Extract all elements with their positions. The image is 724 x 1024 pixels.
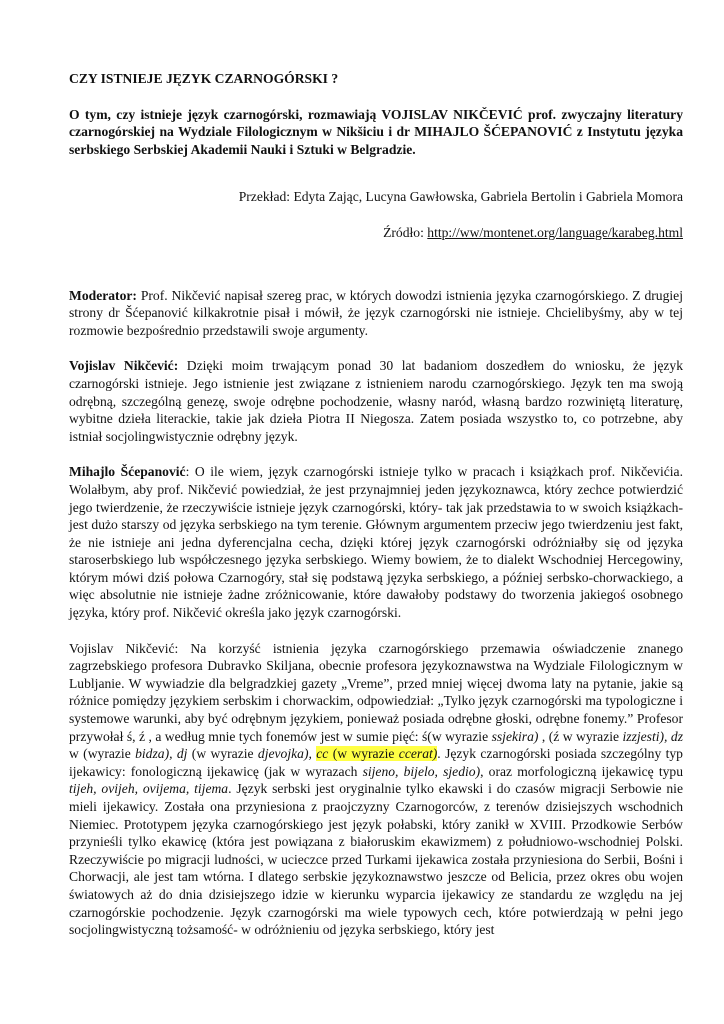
highlight-italic-1: cc	[316, 746, 329, 762]
moderator-text: Prof. Nikčević napisał szereg prac, w których dowodzi istnienia języka czarnogórskiego. Z drugiej strony dr Šćepanović kilkakrotnie pisał i mówił, że język czarnogórski nie istnieje. Chcielibyśmy, aby w tej rozmowie bezpośrednio przedstawili swoje argumenty.	[69, 287, 683, 338]
document-page	[69, 62, 683, 939]
translation-credit: Przekład: Edyta Zając, Lucyna Gawłowska, Gabriela Bertolin i Gabriela Momora	[238, 189, 683, 205]
source-link[interactable]: http://ww/montenet.org/language/karabeg.html	[427, 224, 683, 240]
reply-italic-h: djevojka),	[257, 746, 317, 762]
nikcevic-paragraph	[69, 357, 683, 445]
source-label: Źródło:	[383, 224, 428, 240]
scepanovic-paragraph	[69, 463, 683, 621]
reply-text-c: , (ź w wyrazie	[538, 728, 623, 744]
reply-italic-f: bidza), dj	[135, 746, 188, 762]
speaker-moderator: Moderator:	[69, 287, 137, 303]
document-title: CZY ISTNIEJE JĘZYK CZARNOGÓRSKI ?	[69, 71, 339, 86]
reply-text-m: . Język serbski jest oryginalnie tylko ekawski i do czasów migracji Serbowie nie mieli ijekawicy. Została ona przyniesiona z praojczyzny Czarnogorców, z terenów dzisiejszych wschodnich Niemiec. Prototypem języka czarnogórskiego jest język połabski, który zanikł w XVIII. Przodkowie Serbów przynieśli tylko ekawicę (która jest powiązana z białoruskim ekawizmem) z południowo-wschodniej Polski. Rzeczywiście po migracji ludności, w ucieczce przed Turkami ijekawica została przyniesiona do Serbii, Bośni i Chorwacji, ale jest tam wtórna. I dlatego serbskie językoznawstwo jeszcze od Belicia, przez okres obu wojen światowych aż do dnia dzisiejszego idzie w kierunku wyparcia ijekawicy ze standardu ze względu na jej czarnogórskie pochodzenie. Język czarnogórski ma wiele typowych cech, które potwierdzają w pełni jego socjolingwistyczną tożsamość- w odróżnieniu od języka serbskiego, który jest	[69, 781, 683, 938]
reply-text-g: (w wyrazie	[187, 746, 258, 762]
speaker-scepanovic: Mihajlo Šćepanović	[69, 464, 186, 480]
nikcevic-text: Dzięki moim trwającym ponad 30 lat badaniom doszedłem do wniosku, że język czarnogórski istnieje. Jego istnienie jest związane z istnieniem narodu czarnogórskiego. Język ten ma swoją odrębną, szczególną genezę, swoje odrębne pochodzenie, własny naród, własną bardzo rozwiniętą literaturę, wybitne dzieła literackie, takie jak dzieła Piotra II Niegosza. Zatem posiada wszystko to, co potrzebne, aby istniał socjolingwistycznie odrębny język.	[69, 358, 683, 444]
reply-text-a: Vojislav Nikčević: Na korzyść istnienia języka czarnogórskiego przemawia oświadczenie znanego zagrzebskiego profesora Dubravko Skiljana, obecnie profesora językoznawstwa na Wydziale Filologicznym w Lubljanie. W wywiadzie dla belgradzkiej gazety „Vreme”, przed mniej więcej dwoma laty na pytanie, jakie są różnice pomiędzy językiem serbskim i chorwackim, odpowiedział: „Tylko język czarnogórski ma typologiczne i systemowe warunki, aby być odrębnym językiem, ponieważ posiada odrębne głoski, odrębne fonemy.” Profesor przywołał ś, ź , a według mnie tych fonemów jest w sumie pięć: ś(w wyrazie	[69, 640, 683, 744]
reply-italic-d: izzjesti), dz	[622, 728, 683, 744]
highlight-text-2: (w wyrazie	[328, 746, 399, 762]
source-line	[69, 224, 683, 242]
moderator-paragraph	[69, 287, 683, 340]
speaker-nikcevic: Vojislav Nikčević:	[69, 358, 179, 374]
reply-text-k: , oraz morfologiczną ijekawicę typu	[480, 763, 683, 779]
scepanovic-text: : O ile wiem, język czarnogórski istnieje tylko w pracach i książkach prof. Nikčevićia. Wolałbym, aby prof. Nikčević powiedział, że jest przynajmniej jeden językoznawca, który zechce potwierdzić jego twierdzenie, że rzeczywiście istnieje język czarnogórski, który- tak jak przedstawia to w swoich książkach- jest dużo starszy od języka serbskiego na tym terenie. Głównym argumentem przeciw jego twierdzeniu jest fakt, że nie istnieje ani jedna dyferencjalna cecha, dzięki której język czarnogórski odróżniałby się od języka staroserbskiego lub współczesnego języka serbskiego. Wiemy bowiem, że to dialekt Wschodniej Hercegowiny, którym mówi dziś połowa Czarnogóry, stał się podstawą języka serbskiego, a później serbsko-chorwackiego, a więc absolutnie nie istnieje żadne zróżnicowanie, które dawałoby podstawy do tworzenia jakiegoś osobnego języka, który prof. Nikčević określa jako język czarnogórski.	[69, 464, 683, 621]
reply-italic-b: ssjekira)	[491, 728, 539, 744]
reply-text-i: . Język czarnogórski posiada szczególny typ ijekawicy: fonologiczną ijekawicę (jak w wyrazach	[69, 746, 683, 779]
reply-italic-j: sijeno, bijelo, sjedio)	[362, 763, 481, 779]
reply-text-e: w (wyrazie	[69, 746, 136, 762]
highlight-italic-3: ccerat)	[398, 746, 438, 762]
nikcevic-reply-paragraph	[69, 640, 683, 939]
intro-paragraph: O tym, czy istnieje język czarnogórski, rozmawiają VOJISLAV NIKČEVIĆ prof. zwyczajny literatury czarnogórskiej na Wydziale Filologicznym w Nikšiciu i dr MIHAJLO ŠĆEPANOVIĆ z Instytutu języka serbskiego Serbskiej Akademii Nauki i Sztuki w Belgradzie.	[69, 106, 683, 157]
reply-italic-l: tijeh, ovijeh, ovijema, tijema	[69, 781, 229, 797]
highlighted-text	[316, 746, 437, 761]
